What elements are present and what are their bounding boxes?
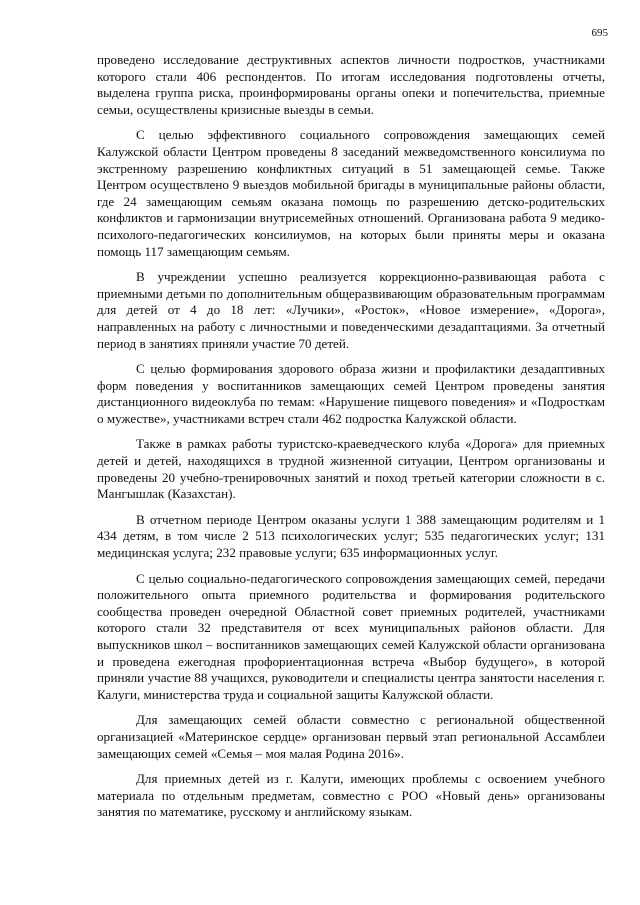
document-body	[97, 52, 605, 830]
paragraph-assembly: Для замещающих семей области совместно с региональной общественной организацией «Материнское сердце» организован первый этап региональной Ассамблеи замещающих семей «Семья – моя малая Родина 2016».	[97, 712, 605, 761]
paragraph-video-club: С целью формирования здорового образа жизни и профилактики дезадаптивных форм поведения у воспитанников замещающих семей Центром проведены занятия дистанционного видеоклуба по темам: «Нарушение пищевого поведения» и «Подросткам о мужестве», участниками встреч стали 462 подростка Калужской области.	[97, 361, 605, 426]
paragraph-social-support: С целью эффективного социального сопровождения замещающих семей Калужской области Центром проведены 8 заседаний межведомственного консилиума по экстренному разрешению конфликтных ситуаций в 51 замещающей семье. Также Центром осуществлено 9 выездов мобильной бригады в муниципальные районы области, где 24 замещающим семьям оказана помощь по разрешению детско-родительских конфликтов и гармонизации внутрисемейных отношений. Организована работа 9 медико-психолого-педагогических консилиумов, на которых были приняты меры и оказана помощь 117 замещающим семьям.	[97, 127, 605, 259]
paragraph-pedagogical-support: С целью социально-педагогического сопровождения замещающих семей, передачи положительного опыта приемного родительства и формирования родительского сообщества проведен очередной Областной совет приемных родителей, участниками которого стали 32 представителя от всех муниципальных районов области. Для выпускников школ – воспитанников замещающих семей Калужской области организована и проведена ежегодная профориентационная встреча «Выбор будущего», в которой приняли участие 88 учащихся, руководители и специалисты центра занятости населения г. Калуги, министерства труда и социальной защиты Калужской области.	[97, 570, 605, 702]
paragraph-services-stats: В отчетном периоде Центром оказаны услуги 1 388 замещающим родителям и 1 434 детям, в том числе 2 513 психологических услуг; 535 педагогических услуг; 131 медицинская услуга; 232 правовые услуги; 635 информационных услуг.	[97, 511, 605, 561]
page-number: 695	[591, 27, 608, 39]
paragraph-tourist-club: Также в рамках работы туристско-краеведческого клуба «Дорога» для приемных детей и детей, находящихся в трудной жизненной ситуации, Центром организованы и проведены 20 учебно-тренировочных занятий и поход третьей категории сложности в с. Мангышлак (Казахстан).	[97, 436, 605, 502]
paragraph-correction-programs: В учреждении успешно реализуется коррекционно-развивающая работа с приемными детьми по дополнительным общеразвивающим образовательным программам для детей от 4 до 18 лет: «Лучики», «Росток», «Новое измерение», «Дорога», направленных на работу с личностными и поведенческими дезадаптациями. За отчетный период в занятиях приняли участие 70 детей.	[97, 269, 605, 351]
paragraph-tutoring: Для приемных детей из г. Калуги, имеющих проблемы с освоением учебного материала по отдельным предметам, совместно с РОО «Новый день» организованы занятия по математике, русскому и английскому языкам.	[97, 771, 605, 820]
paragraph-research-continuation: проведено исследование деструктивных аспектов личности подростков, участниками которого стали 406 респондентов. По итогам исследования подготовлены отчеты, выделена группа риска, проинформированы органы опеки и попечительства, приемные семьи, осуществлены кризисные выезды в семьи.	[97, 52, 605, 117]
